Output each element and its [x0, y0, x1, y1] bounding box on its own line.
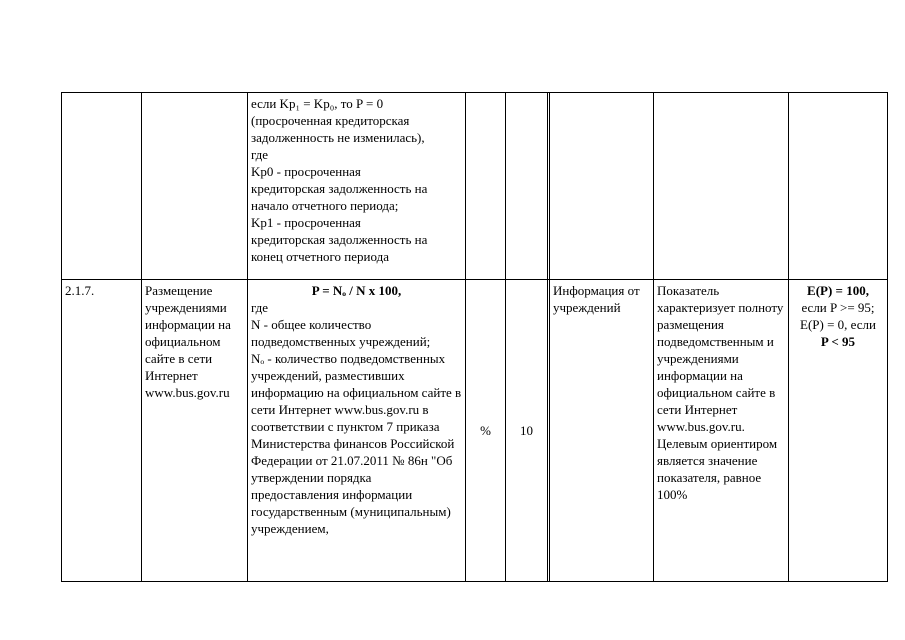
cell-unit: [466, 93, 506, 280]
cell-weight: [506, 93, 548, 280]
cell-indicator-name: Размещение учреждениями информации на официальном сайте в сети Интернет www.bus.gov.ru: [142, 280, 248, 582]
indicator-table: [61, 92, 888, 582]
formula-line: кредиторская задолженность на: [251, 181, 428, 196]
formula-line: начало отчетного периода;: [251, 198, 399, 213]
formula-line: P = Nₒ / N x 100,: [311, 283, 402, 298]
formula-line: если Kp₁ = Kp₀, то P = 0: [251, 96, 384, 111]
formula-line: Kp1 - просроченная: [251, 215, 361, 230]
cell-source: Информация от учреждений: [550, 280, 654, 582]
formula-line: (просроченная кредиторская: [251, 113, 410, 128]
formula-line: задолженность не изменилась),: [251, 130, 425, 145]
formula-line: конец отчетного периода: [251, 249, 389, 264]
cell-weight: 10: [506, 280, 548, 582]
formula-line: Kp0 - просроченная: [251, 164, 361, 179]
table-row: [62, 280, 888, 582]
evaluation-line: E(P) = 0, если: [800, 317, 876, 332]
cell-formula: [248, 280, 466, 582]
cell-evaluation: [789, 93, 888, 280]
cell-number: 2.1.7.: [62, 280, 142, 582]
cell-comment: Показатель характеризует полноту размещения подведомственным и учреждениями информации на официальном сайте в сети Интернет www.bus.gov.ru. Целевым ориентиром является значение показателя, равное 100%: [654, 280, 789, 582]
cell-source: [550, 93, 654, 280]
cell-number: [62, 93, 142, 280]
evaluation-line: E(P) = 100,: [807, 283, 869, 298]
table-row: [62, 93, 888, 280]
evaluation-line: если P >= 95;: [801, 300, 875, 315]
formula-line: кредиторская задолженность на: [251, 232, 428, 247]
cell-unit: %: [466, 280, 506, 582]
formula-line: где: [251, 147, 269, 162]
cell-comment: [654, 93, 789, 280]
cell-formula: [248, 93, 466, 280]
cell-evaluation: [789, 280, 888, 582]
formula-line: Nₒ - количество подведомственных учреждений, разместивших информацию на официальном сайте в сети Интернет www.bus.gov.ru в соответствии с пунктом 7 приказа Министерства финансов Российской Федерации от 21.07.2011 № 86н "Об утверждении порядка предоставления информации государственным (муниципальным) учреждением,: [251, 351, 462, 536]
cell-indicator-name: [142, 93, 248, 280]
formula-line: N - общее количество подведомственных учреждений;: [251, 317, 431, 349]
formula-line: где: [251, 300, 269, 315]
evaluation-line: P < 95: [820, 334, 856, 349]
